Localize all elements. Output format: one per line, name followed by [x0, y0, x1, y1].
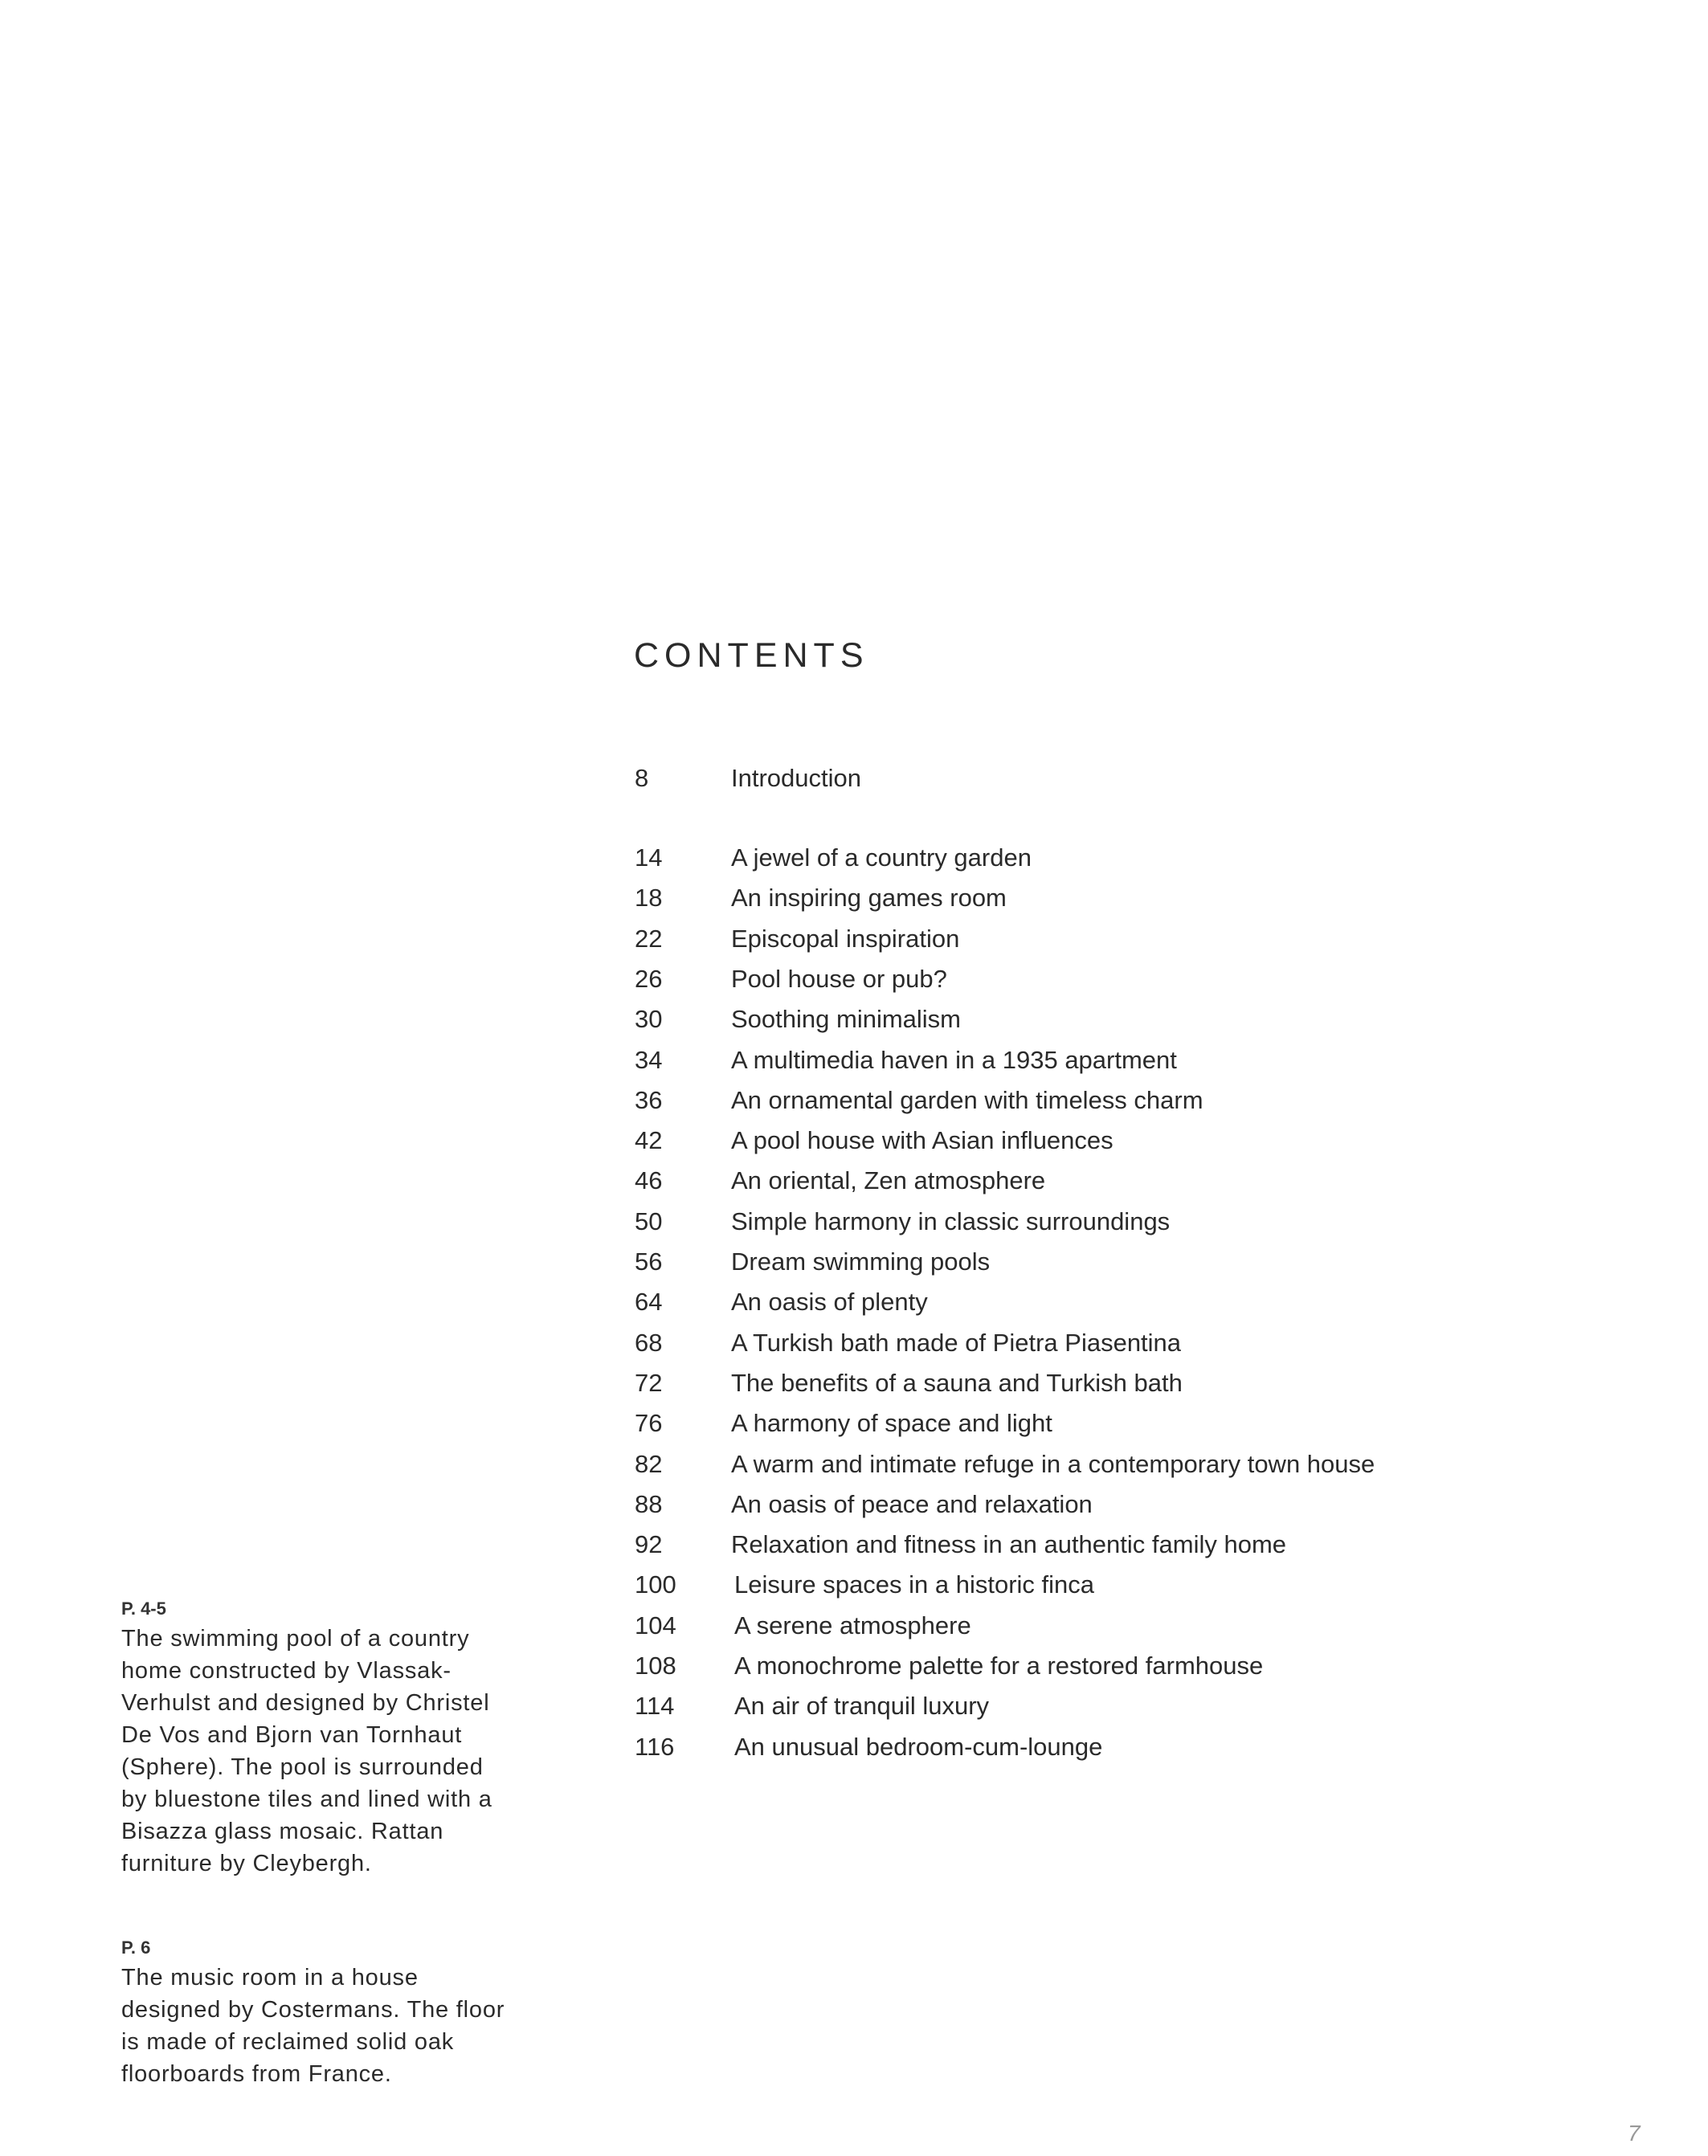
toc-title: A harmony of space and light [731, 1409, 1052, 1438]
toc-title: A multimedia haven in a 1935 apartment [731, 1045, 1177, 1074]
toc-page-number: 22 [635, 924, 663, 953]
toc-page-number: 92 [635, 1530, 663, 1559]
toc-title: Episcopal inspiration [731, 924, 960, 953]
toc-title: Soothing minimalism [731, 1005, 961, 1034]
toc-page-number: 64 [635, 1288, 663, 1317]
toc-page-number: 42 [635, 1126, 663, 1155]
toc-title: Simple harmony in classic surroundings [731, 1207, 1171, 1235]
toc-page-number: 36 [635, 1085, 663, 1114]
toc-title: Relaxation and fitness in an authentic family home [731, 1530, 1287, 1559]
caption-text: The swimming pool of a country home constructed by Vlassak-Verhulst and designed by Christel De Vos and Bjorn van Tornhaut (Sphere). The pool is surrounded by bluestone tiles and lined with a Bisazza glass mosaic. Rattan furniture by Cleybergh. [121, 1626, 492, 1876]
toc-page-number: 104 [635, 1611, 676, 1639]
toc-page-number: 50 [635, 1207, 663, 1235]
toc-page-number: 72 [635, 1368, 663, 1397]
toc-title: An oasis of plenty [731, 1288, 928, 1317]
toc-page-number: 18 [635, 884, 663, 913]
toc-title: An air of tranquil luxury [734, 1692, 990, 1721]
toc-page-number: 30 [635, 1005, 663, 1034]
toc-page-number: 14 [635, 843, 663, 872]
toc-title: Leisure spaces in a historic finca [734, 1570, 1095, 1599]
toc-page-number: 46 [635, 1166, 663, 1195]
toc-page-number: 68 [635, 1328, 663, 1357]
toc-page-number: 88 [635, 1489, 663, 1518]
caption-text: The music room in a house designed by Costermans. The floor is made of reclaimed solid oak floorboards from France. [121, 1965, 505, 2087]
toc-title: An oriental, Zen atmosphere [731, 1166, 1046, 1195]
toc-title: A pool house with Asian influences [731, 1126, 1113, 1155]
toc-title: A Turkish bath made of Pietra Piasentina [731, 1328, 1182, 1357]
toc-title: An oasis of peace and relaxation [731, 1489, 1093, 1518]
toc-title: Introduction [731, 764, 861, 792]
toc-title: An ornamental garden with timeless charm [731, 1085, 1203, 1114]
toc-title: A serene atmosphere [734, 1611, 971, 1639]
toc-page-number: 26 [635, 964, 663, 993]
toc-page-number: 82 [635, 1449, 663, 1478]
toc-title: A warm and intimate refuge in a contemporary town house [731, 1449, 1375, 1478]
toc-title: A monochrome palette for a restored farmhouse [734, 1652, 1264, 1680]
toc-title: An inspiring games room [731, 884, 1007, 913]
toc-title: Dream swimming pools [731, 1247, 991, 1276]
caption-label: P. 4-5 [121, 1599, 166, 1619]
page-number: 7 [1628, 2121, 1641, 2146]
toc-title: An unusual bedroom-cum-lounge [734, 1732, 1103, 1761]
toc-title: The benefits of a sauna and Turkish bath [731, 1368, 1183, 1397]
toc-title: A jewel of a country garden [731, 843, 1032, 872]
toc-page-number: 8 [635, 764, 649, 792]
toc-title: Pool house or pub? [731, 964, 947, 993]
toc-page-number: 34 [635, 1045, 663, 1074]
contents-heading: CONTENTS [634, 636, 869, 675]
toc-page-number: 116 [635, 1732, 675, 1761]
toc-page-number: 100 [635, 1570, 676, 1599]
toc-page-number: 76 [635, 1409, 663, 1438]
toc-page-number: 56 [635, 1247, 663, 1276]
toc-page-number: 108 [635, 1652, 676, 1680]
caption-label: P. 6 [121, 1938, 151, 1958]
toc-page-number: 114 [635, 1692, 675, 1721]
